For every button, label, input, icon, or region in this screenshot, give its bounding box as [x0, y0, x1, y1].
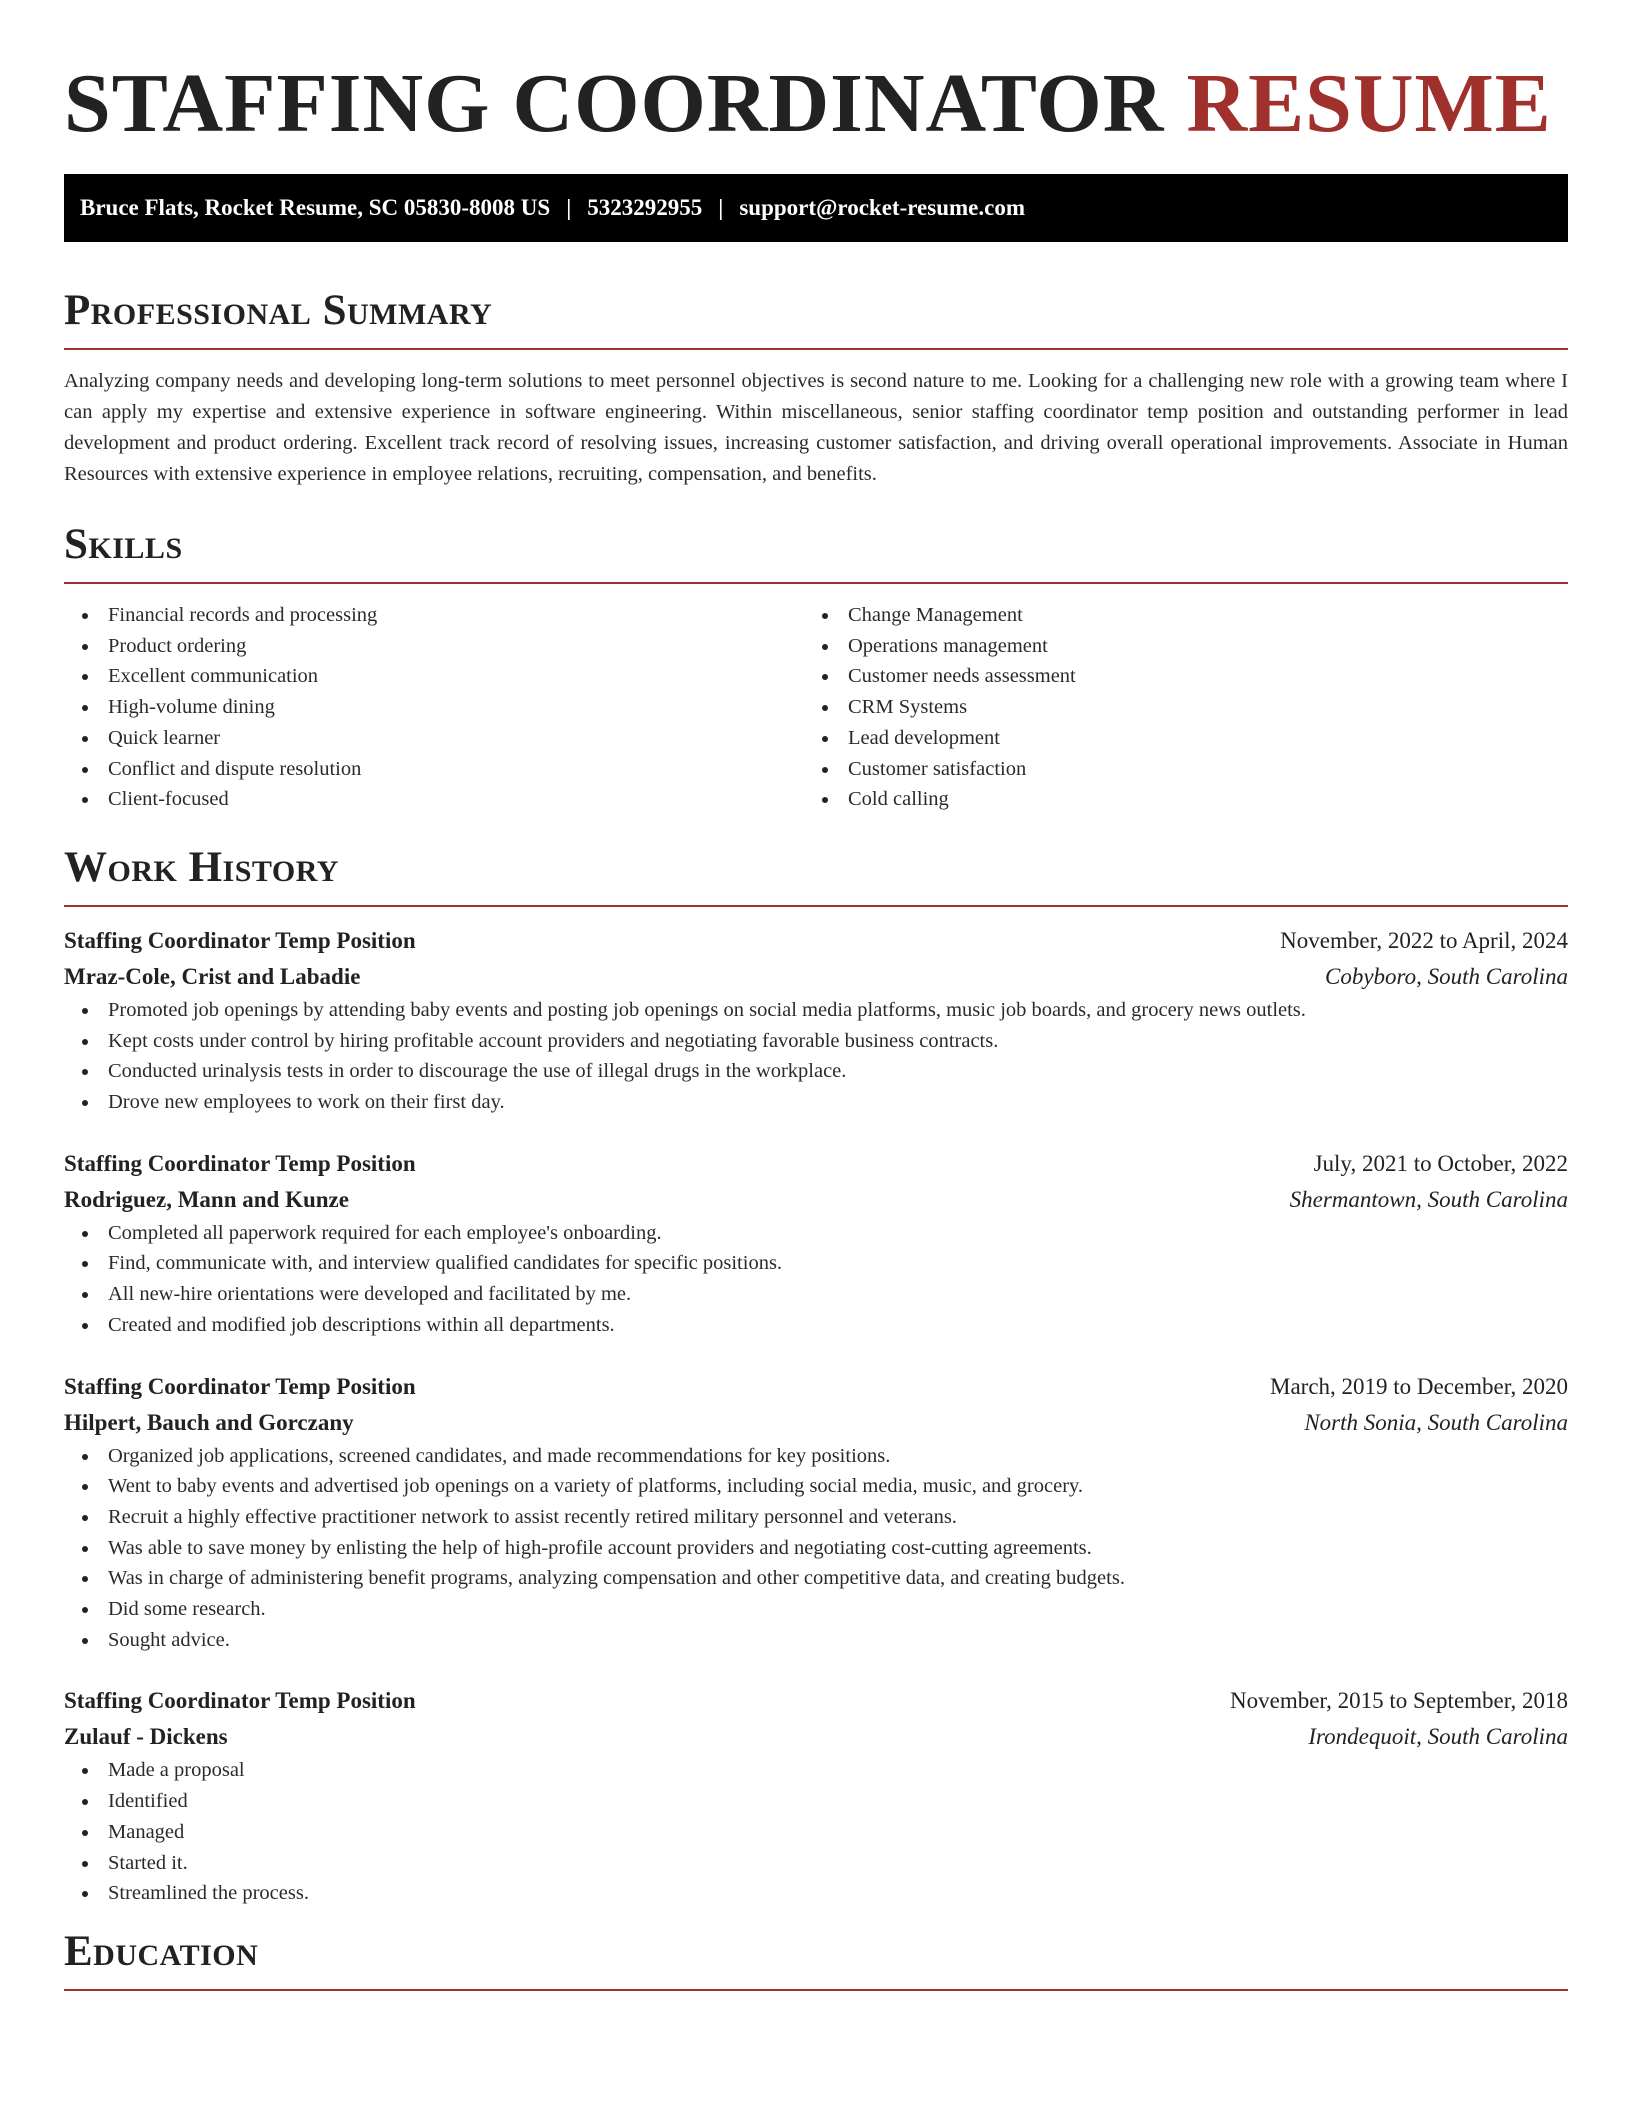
skill-item: Financial records and processing: [64, 600, 804, 631]
skill-item: Change Management: [804, 600, 1544, 631]
section-heading-summary: Professional Summary: [64, 287, 493, 334]
job-bullet: Identified: [64, 1786, 1568, 1817]
job-location: North Sonia, South Carolina: [1304, 1409, 1568, 1435]
job-bullet: Kept costs under control by hiring profitable account providers and negotiating favorable business contracts.: [64, 1026, 1568, 1057]
job-header: [64, 1683, 1568, 1719]
contact-address: Bruce Flats, Rocket Resume, SC 05830-8008 US: [80, 195, 551, 220]
contact-separator: |: [718, 195, 724, 220]
job-bullet: Was in charge of administering benefit programs, analyzing compensation and other competitive data, and creating budgets.: [64, 1563, 1568, 1594]
job-bullet: Made a proposal: [64, 1755, 1568, 1786]
skill-item: Excellent communication: [64, 661, 804, 692]
job-bullet: Promoted job openings by attending baby events and posting job openings on social media platforms, music job boards, and grocery news outlets.: [64, 995, 1568, 1026]
job-company: Zulauf - Dickens: [64, 1724, 228, 1750]
skill-item: Lead development: [804, 723, 1544, 754]
job-title: Staffing Coordinator Temp Position: [64, 927, 416, 953]
skill-item: CRM Systems: [804, 692, 1544, 723]
section-divider: [64, 348, 1568, 350]
job-dates: July, 2021 to October, 2022: [1313, 1150, 1568, 1176]
job-bullet-list: [64, 995, 1568, 1118]
job-bullet: Find, communicate with, and interview qualified candidates for specific positions.: [64, 1248, 1568, 1279]
job-bullet: All new-hire orientations were developed and facilitated by me.: [64, 1279, 1568, 1310]
job-company: Mraz-Cole, Crist and Labadie: [64, 963, 361, 989]
job-title: Staffing Coordinator Temp Position: [64, 1373, 416, 1399]
job-entry: [64, 1146, 1568, 1341]
job-bullet: Started it.: [64, 1848, 1568, 1879]
job-subheader: [64, 959, 1568, 995]
job-bullet-list: [64, 1441, 1568, 1656]
job-dates: November, 2015 to September, 2018: [1230, 1688, 1568, 1714]
job-header: [64, 923, 1568, 959]
skill-item: Cold calling: [804, 784, 1544, 815]
job-bullet: Streamlined the process.: [64, 1878, 1568, 1909]
job-subheader: [64, 1405, 1568, 1441]
section-divider: [64, 582, 1568, 584]
skill-item: Conflict and dispute resolution: [64, 754, 804, 785]
job-bullet: Organized job applications, screened candidates, and made recommendations for key positions.: [64, 1441, 1568, 1472]
summary-text: Analyzing company needs and developing long-term solutions to meet personnel objectives is second nature to me. Looking for a challenging new role with a growing team where I can apply my expertise and extensive experience in software engineering. Within miscellaneous, senior staffing coordinator temp position and outstanding performer in lead development and product ordering. Excellent track record of resolving issues, increasing customer satisfaction, and driving overall operational improvements. Associate in Human Resources with extensive experience in employee relations, recruiting, compensation, and benefits.: [64, 370, 1568, 485]
job-location: Cobyboro, South Carolina: [1324, 963, 1568, 989]
contact-bar: [64, 174, 1568, 242]
contact-phone[interactable]: 5323292955: [587, 195, 703, 220]
job-bullet-list: [64, 1218, 1568, 1341]
section-divider: [64, 905, 1568, 907]
job-header: [64, 1146, 1568, 1182]
job-bullet-list: [64, 1755, 1568, 1909]
job-entry: [64, 1369, 1568, 1656]
section-heading-education: Education: [64, 1927, 259, 1975]
title-accent: RESUME: [1186, 57, 1552, 150]
job-bullet: Went to baby events and advertised job openings on a variety of platforms, including social media, music, and grocery.: [64, 1471, 1568, 1502]
job-bullet: Conducted urinalysis tests in order to discourage the use of illegal drugs in the workplace.: [64, 1056, 1568, 1087]
contact-email[interactable]: support@rocket-resume.com: [739, 195, 1025, 220]
job-bullet: Was able to save money by enlisting the help of high-profile account providers and negotiating cost-cutting agreements.: [64, 1533, 1568, 1564]
job-title: Staffing Coordinator Temp Position: [64, 1150, 416, 1176]
job-bullet: Sought advice.: [64, 1625, 1568, 1656]
job-entry: [64, 1683, 1568, 1909]
job-subheader: [64, 1182, 1568, 1218]
resume-title: [64, 0, 1568, 150]
job-subheader: [64, 1719, 1568, 1755]
title-main: STAFFING COORDINATOR: [64, 57, 1165, 150]
job-bullet: Created and modified job descriptions within all departments.: [64, 1310, 1568, 1341]
skill-item: Customer needs assessment: [804, 661, 1544, 692]
contact-separator: |: [566, 195, 572, 220]
skills-list-right: [804, 600, 1544, 815]
job-dates: March, 2019 to December, 2020: [1270, 1373, 1568, 1399]
skill-item: Customer satisfaction: [804, 754, 1544, 785]
skills-list-left: [64, 600, 804, 815]
skill-item: Client-focused: [64, 784, 804, 815]
job-header: [64, 1369, 1568, 1405]
job-location: Shermantown, South Carolina: [1289, 1186, 1568, 1212]
skill-item: Operations management: [804, 631, 1544, 662]
job-bullet: Did some research.: [64, 1594, 1568, 1625]
section-heading-work: Work History: [64, 843, 339, 891]
job-bullet: Managed: [64, 1817, 1568, 1848]
section-divider: [64, 1989, 1568, 1991]
skill-item: High-volume dining: [64, 692, 804, 723]
job-title: Staffing Coordinator Temp Position: [64, 1688, 416, 1714]
skill-item: Product ordering: [64, 631, 804, 662]
job-bullet: Drove new employees to work on their first day.: [64, 1087, 1568, 1118]
job-entry: [64, 923, 1568, 1118]
job-location: Irondequoit, South Carolina: [1308, 1724, 1568, 1750]
job-dates: November, 2022 to April, 2024: [1280, 927, 1568, 953]
skills-grid: [64, 600, 1568, 815]
job-company: Rodriguez, Mann and Kunze: [64, 1186, 349, 1212]
job-company: Hilpert, Bauch and Gorczany: [64, 1409, 354, 1435]
skill-item: Quick learner: [64, 723, 804, 754]
job-bullet: Recruit a highly effective practitioner network to assist recently retired military personnel and veterans.: [64, 1502, 1568, 1533]
section-heading-skills: Skills: [64, 521, 183, 568]
job-bullet: Completed all paperwork required for each employee's onboarding.: [64, 1218, 1568, 1249]
